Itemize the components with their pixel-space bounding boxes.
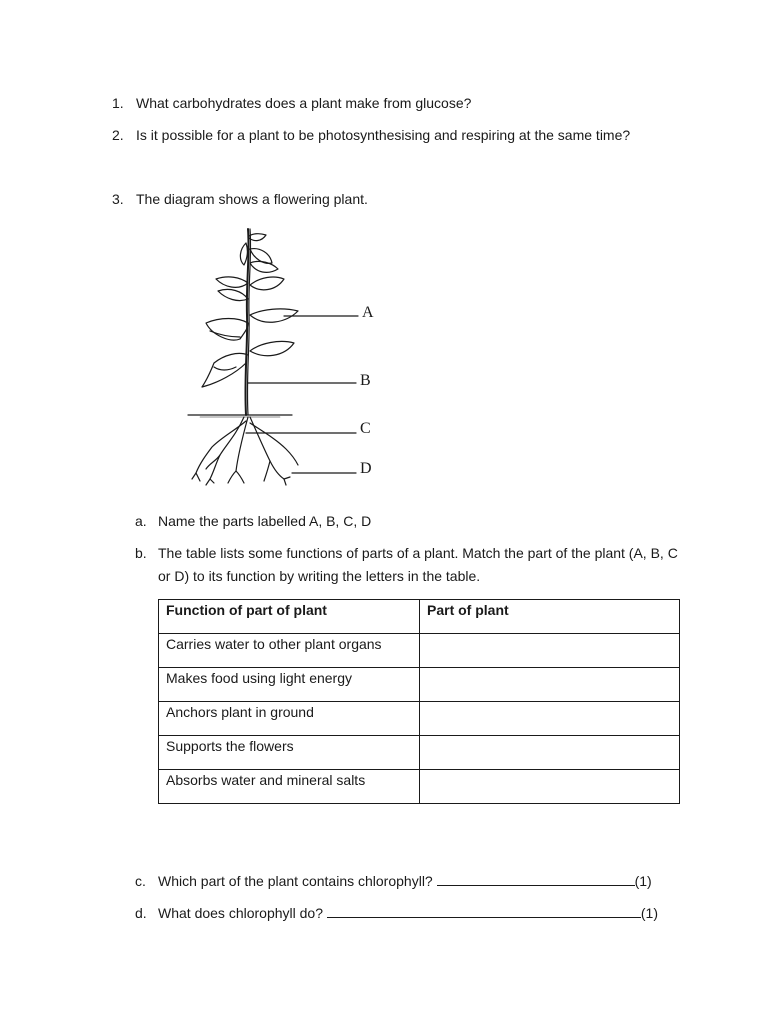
part-answer-cell[interactable] <box>420 668 680 702</box>
table-row <box>159 770 680 804</box>
column-header-function: Function of part of plant <box>159 600 420 634</box>
part-answer-cell[interactable] <box>420 702 680 736</box>
question-text: The diagram shows a flowering plant. <box>136 191 368 207</box>
question-number: 1. <box>112 95 124 111</box>
function-cell: Supports the flowers <box>159 736 420 770</box>
diagram-label-c: C <box>360 420 371 437</box>
marks-label: (1) <box>640 905 659 921</box>
diagram-label-d: D <box>360 460 372 477</box>
subquestion-text: Which part of the plant contains chlorophyll? <box>158 873 433 889</box>
flowering-plant-diagram <box>180 225 390 490</box>
function-cell: Absorbs water and mineral salts <box>159 770 420 804</box>
answer-line[interactable] <box>327 903 641 918</box>
table-header-row <box>159 600 680 634</box>
subquestion-letter: c. <box>135 873 146 889</box>
diagram-label-b: B <box>360 372 371 389</box>
part-answer-cell[interactable] <box>420 634 680 668</box>
function-cell: Carries water to other plant organs <box>159 634 420 668</box>
subquestion-text: What does chlorophyll do? <box>158 905 323 921</box>
function-cell: Makes food using light energy <box>159 668 420 702</box>
column-header-part: Part of plant <box>420 600 680 634</box>
question-text: What carbohydrates does a plant make from glucose? <box>136 95 472 111</box>
table-row <box>159 634 680 668</box>
part-answer-cell[interactable] <box>420 770 680 804</box>
question-number: 3. <box>112 191 124 207</box>
diagram-label-a: A <box>362 304 374 321</box>
subquestion-text: The table lists some functions of parts of a plant. Match the part of the plant (A, B, C or D) to its function by writing the letters in the table. <box>158 545 678 584</box>
answer-line[interactable] <box>437 871 635 886</box>
function-cell: Anchors plant in ground <box>159 702 420 736</box>
part-answer-cell[interactable] <box>420 736 680 770</box>
subquestion-letter: b. <box>135 545 147 561</box>
subquestion-letter: d. <box>135 905 147 921</box>
question-text: Is it possible for a plant to be photosynthesising and respiring at the same time? <box>136 127 631 143</box>
question-number: 2. <box>112 127 124 143</box>
table-row <box>159 736 680 770</box>
marks-label: (1) <box>634 873 652 889</box>
subquestion-letter: a. <box>135 513 147 529</box>
table-row <box>159 702 680 736</box>
subquestion-text: Name the parts labelled A, B, C, D <box>158 513 372 529</box>
table-row <box>159 668 680 702</box>
function-matching-table <box>158 599 680 804</box>
